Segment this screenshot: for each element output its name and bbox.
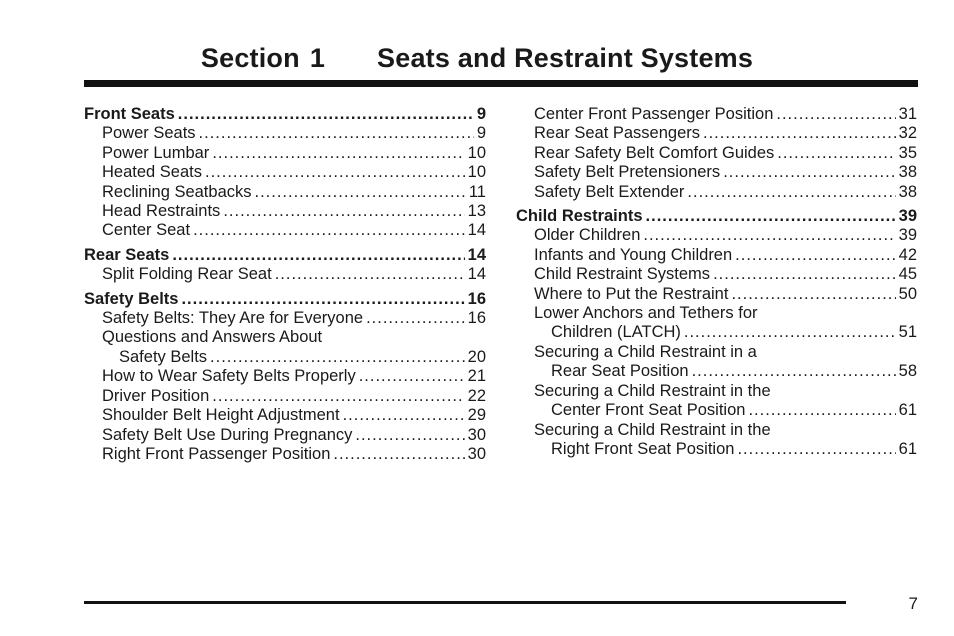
toc-item-first-line[interactable]: Securing a Child Restraint in the [534,420,771,439]
toc-item[interactable]: Head Restraints ..... 13 [84,202,486,221]
toc-item[interactable]: Infants and Young Children ..... 42 [516,246,917,265]
toc-item[interactable]: Power Seats ..... 9 [84,124,486,143]
toc-item[interactable]: Driver Position ..... 22 [84,387,486,406]
toc-item-first-line[interactable]: Securing a Child Restraint in a [534,342,757,361]
toc-item[interactable]: Heated Seats ..... 10 [84,163,486,182]
toc-item-continuation[interactable]: Center Front Seat Position ..... 61 [516,401,917,420]
toc-item[interactable]: Safety Belt Use During Pregnancy ..... 30 [84,426,486,445]
toc-item[interactable]: Split Folding Rear Seat ..... 14 [84,265,486,284]
section-name: Seats and Restraint Systems [377,43,754,73]
page-number: 7 [908,594,918,613]
toc-item[interactable]: Shoulder Belt Height Adjustment ..... 29 [84,406,486,425]
toc-item[interactable]: Safety Belts: They Are for Everyone ..... 16 [84,309,486,328]
toc-item[interactable]: Rear Safety Belt Comfort Guides ..... 35 [516,144,917,163]
toc-right-column [516,105,917,459]
toc-item[interactable]: Right Front Passenger Position ..... 30 [84,445,486,464]
toc-heading-rear-seats[interactable]: Rear Seats ..... 14 [84,246,486,265]
toc-item[interactable]: How to Wear Safety Belts Properly ..... 21 [84,367,486,386]
toc-heading-front-seats[interactable]: Front Seats ..... 9 [84,105,486,124]
toc-item-continuation[interactable]: Safety Belts ..... 20 [84,348,486,367]
toc-item-first-line[interactable]: Securing a Child Restraint in the [534,381,771,400]
toc-item-continuation[interactable]: Children (LATCH) ..... 51 [516,323,917,342]
toc-left-column [84,105,486,464]
toc-item[interactable]: Rear Seat Passengers ..... 32 [516,124,917,143]
section-title [0,43,954,74]
toc-item[interactable]: Where to Put the Restraint ..... 50 [516,285,917,304]
section-label: Section [200,43,300,73]
title-rule [84,80,918,87]
toc-item[interactable]: Power Lumbar ..... 10 [84,144,486,163]
toc-item[interactable]: Safety Belt Extender ..... 38 [516,183,917,202]
toc-item[interactable]: Older Children ..... 39 [516,226,917,245]
toc-item-continuation[interactable]: Right Front Seat Position ..... 61 [516,440,917,459]
toc-heading-safety-belts[interactable]: Safety Belts ..... 16 [84,290,486,309]
toc-item[interactable]: Safety Belt Pretensioners ..... 38 [516,163,917,182]
toc-item[interactable]: Reclining Seatbacks ..... 11 [84,183,486,202]
toc-item[interactable]: Center Seat ..... 14 [84,221,486,240]
toc-item-first-line[interactable]: Lower Anchors and Tethers for [534,304,758,323]
toc-item-continuation[interactable]: Rear Seat Position ..... 58 [516,362,917,381]
toc-item-first-line[interactable]: Questions and Answers About [102,328,323,347]
footer-rule [84,601,846,604]
toc-item[interactable]: Center Front Passenger Position ..... 31 [516,105,917,124]
section-number: 1 [309,43,326,73]
toc-item[interactable]: Child Restraint Systems ..... 45 [516,265,917,284]
toc-heading-child-restraints[interactable]: Child Restraints ..... 39 [516,207,917,226]
